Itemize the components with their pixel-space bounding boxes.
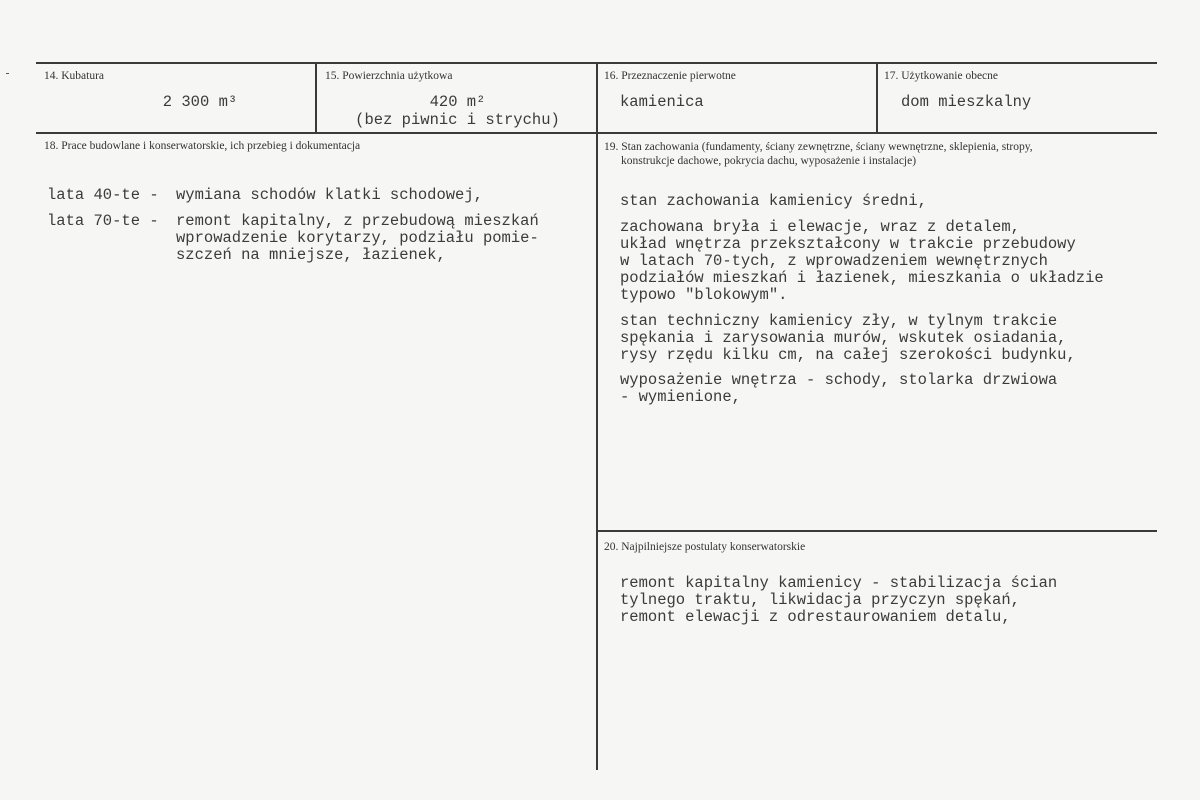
postulaty-line: remont elewacji z odrestaurowaniem detalu, (620, 608, 1011, 626)
stan-line: spękania i zarysowania murów, wskutek osiadania, (620, 329, 1067, 347)
prace-line: wprowadzenie korytarzy, podziału pomie- (176, 229, 539, 247)
stan-line: podziałów mieszkań i łazienek, mieszkania o układzie (620, 269, 1104, 287)
postulaty-label: 20. Najpilniejsze postulaty konserwatorskie (604, 541, 806, 553)
stan-zachowania-label: konstrukcje dachowe, pokrycia dachu, wyposażenie i instalacje) (621, 155, 917, 167)
prace-period: lata 40-te - (47, 186, 159, 204)
stan-line: stan techniczny kamienicy zły, w tylnym trakcie (620, 312, 1058, 330)
prace-line: wymiana schodów klatki schodowej, (176, 186, 483, 204)
divider-16-17 (876, 62, 878, 133)
stan-zachowania-label: 19. Stan zachowania (fundamenty, ściany zewnętrzne, ściany wewnętrzne, sklepienia, stropy, (604, 141, 1033, 153)
stan-line: stan zachowania kamienicy średni, (620, 192, 927, 210)
stan-line: wyposażenie wnętrza - schody, stolarka drzwiowa (620, 371, 1058, 389)
powierzchnia-value: 420 m² (429, 93, 486, 111)
section-20-rule (596, 530, 1157, 532)
kubatura-value: 2 300 m³ (162, 93, 238, 111)
prace-line: remont kapitalny, z przebudową mieszkań (176, 212, 539, 230)
stan-line: zachowana bryła i elewacje, wraz z detalem, (620, 218, 1020, 236)
postulaty-line: tylnego traktu, likwidacja przyczyn spękań, (620, 591, 1020, 609)
przeznaczenie-value: kamienica (620, 93, 704, 111)
divider-14-15 (315, 62, 317, 133)
powierzchnia-note: (bez piwnic i strychu) (355, 111, 560, 129)
uzytkowanie-label: 17. Użytkowanie obecne (884, 70, 999, 82)
main-column-divider (596, 62, 598, 770)
prace-period: lata 70-te - (47, 212, 159, 230)
stan-line: układ wnętrza przekształcony w trakcie przebudowy (620, 235, 1076, 253)
prace-label: 18. Prace budowlane i konserwatorskie, ich przebieg i dokumentacja (44, 140, 361, 152)
powierzchnia-label: 15. Powierzchnia użytkowa (325, 70, 453, 82)
postulaty-line: remont kapitalny kamienicy - stabilizacja ścian (620, 574, 1058, 592)
kubatura-label: 14. Kubatura (44, 70, 105, 82)
stan-line: w latach 70-tych, z wprowadzeniem wewnętrznych (620, 252, 1048, 270)
uzytkowanie-value: dom mieszkalny (901, 93, 1032, 111)
przeznaczenie-label: 16. Przeznaczenie pierwotne (604, 70, 736, 82)
stan-line: - wymienione, (620, 388, 741, 406)
prace-line: szczeń na mniejsze, łazienek, (176, 246, 446, 264)
margin-tick (6, 73, 9, 74)
stan-line: typowo "blokowym". (620, 286, 788, 304)
stan-line: rysy rzędu kilku cm, na całej szerokości budynku, (620, 346, 1076, 364)
